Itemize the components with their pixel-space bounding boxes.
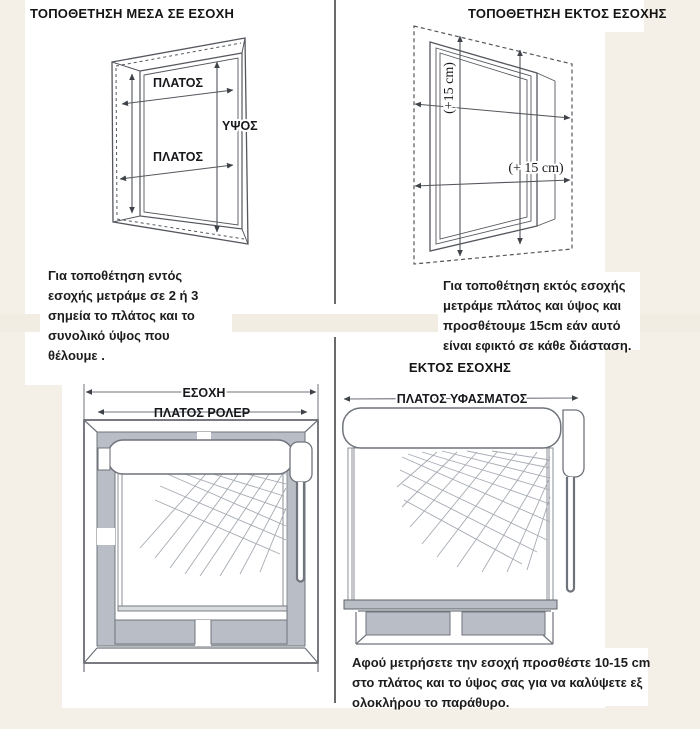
recess-label: ΕΣΟΧΗ: [182, 386, 226, 400]
title-outside-recess: ΤΟΠΟΘΕΤΗΣΗ ΕΚΤΟΣ ΕΣΟΧΗΣ: [468, 6, 667, 21]
caption-measure-note: Αφού μετρήσετε την εσοχή προσθέστε 10-15 cm στο πλάτος και το ύψος σας για να καλύψετε εξ ολοκλήρου το παράθυρο.: [352, 655, 651, 710]
roller-outside-recess-diagram: [342, 392, 592, 654]
width-label-top: ΠΛΑΤΟΣ: [153, 76, 203, 90]
width-label-bottom: ΠΛΑΤΟΣ: [153, 150, 203, 164]
roller-inside-recess-diagram: [70, 378, 335, 678]
title-inside-recess: ΤΟΠΟΘΕΤΗΣΗ ΜΕΣΑ ΣΕ ΕΣΟΧΗ: [30, 6, 235, 21]
height-allowance-label: (+15 cm): [442, 62, 457, 114]
height-label: ΥΨΟΣ: [222, 119, 258, 133]
width-allowance-label: (+ 15 cm): [508, 161, 564, 176]
window-outside-recess-diagram: [392, 22, 612, 272]
caption-outside-recess: Για τοποθέτηση εκτός εσοχής μετράμε πλάτος και ύψος και προσθέτουμε 15cm εάν αυτό είναι εφικτό σε κάθε διάσταση.: [443, 278, 632, 353]
caption-inside-recess: Για τοποθέτηση εντός εσοχής μετράμε σε 2 ή 3 σημεία το πλάτος και το συνολικό ύψος που θέλουμε .: [48, 268, 199, 363]
vertical-divider-top: [334, 0, 336, 304]
fabric-width-label: ΠΛΑΤΟΣ ΥΦΑΣΜΑΤΟΣ: [396, 392, 528, 406]
heading-outside-recess: ΕΚΤΟΣ ΕΣΟΧΗΣ: [408, 360, 512, 375]
roller-width-label: ΠΛΑΤΟΣ ΡΟΛΕΡ: [153, 406, 251, 420]
window-inside-recess-diagram: [82, 30, 282, 265]
